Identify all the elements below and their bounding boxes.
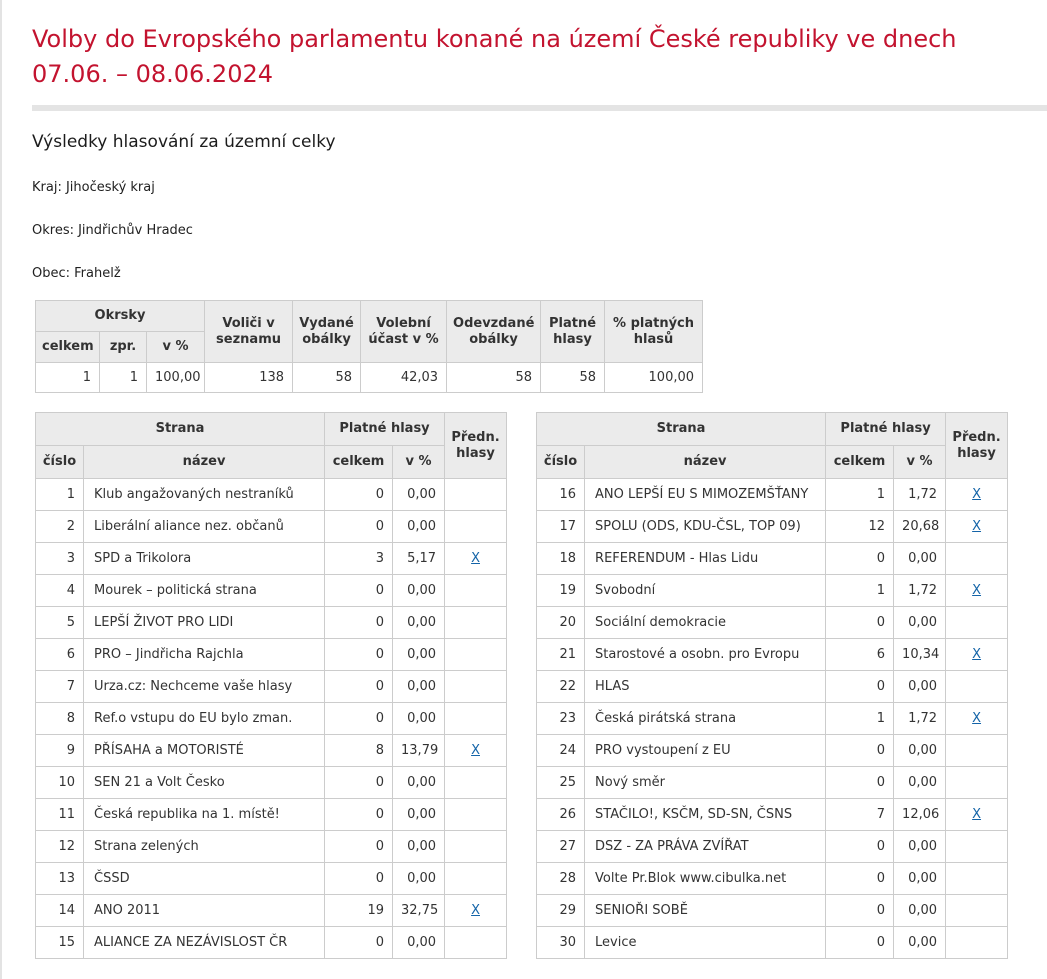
votes-total-cell: 6	[826, 639, 894, 671]
summary-value-cell: 58	[447, 363, 541, 393]
votes-total-cell: 0	[325, 479, 393, 511]
party-row	[537, 575, 1008, 607]
party-name-cell: Česká republika na 1. místě!	[84, 799, 325, 831]
votes-pct-cell: 0,00	[393, 511, 445, 543]
party-row	[537, 831, 1008, 863]
party-name-cell: ČSSD	[84, 863, 325, 895]
party-name-cell: ANO 2011	[84, 895, 325, 927]
header-predn-hlasy: Předn. hlasy	[445, 413, 507, 479]
party-number-cell: 11	[36, 799, 84, 831]
pref-votes-link[interactable]: X	[972, 519, 982, 534]
pref-votes-cell	[445, 639, 507, 671]
party-name-cell: Mourek – politická strana	[84, 575, 325, 607]
votes-pct-cell: 0,00	[894, 767, 946, 799]
party-row	[537, 799, 1008, 831]
pref-votes-cell	[445, 511, 507, 543]
party-row	[537, 767, 1008, 799]
votes-pct-cell: 0,00	[894, 671, 946, 703]
votes-pct-cell: 10,34	[894, 639, 946, 671]
party-row	[36, 799, 507, 831]
votes-total-cell: 0	[826, 543, 894, 575]
party-number-cell: 7	[36, 671, 84, 703]
votes-total-cell: 1	[826, 575, 894, 607]
title-divider	[32, 105, 1047, 111]
party-row	[36, 895, 507, 927]
votes-pct-cell: 13,79	[393, 735, 445, 767]
pref-votes-cell	[445, 831, 507, 863]
header-predn-hlasy: Předn. hlasy	[946, 413, 1008, 479]
turnout-summary-table	[35, 300, 703, 393]
party-number-cell: 14	[36, 895, 84, 927]
header-okrsky-celkem: celkem	[36, 332, 100, 363]
pref-votes-cell	[946, 895, 1008, 927]
votes-pct-cell: 0,00	[393, 831, 445, 863]
votes-total-cell: 19	[325, 895, 393, 927]
summary-value-cell: 42,03	[361, 363, 447, 393]
votes-total-cell: 0	[325, 799, 393, 831]
pref-votes-cell	[946, 831, 1008, 863]
party-row	[537, 735, 1008, 767]
votes-total-cell: 0	[325, 927, 393, 959]
party-number-cell: 3	[36, 543, 84, 575]
party-number-cell: 2	[36, 511, 84, 543]
party-row	[537, 543, 1008, 575]
party-row	[36, 767, 507, 799]
header-volici-v-seznamu: Voliči v seznamu	[205, 301, 293, 363]
party-name-cell: PRO vystoupení z EU	[585, 735, 826, 767]
header-platne-hlasy-group: Platné hlasy	[826, 413, 946, 446]
party-row	[537, 895, 1008, 927]
party-number-cell: 23	[537, 703, 585, 735]
pref-votes-cell	[946, 575, 1008, 607]
header-pct-platnych: % platných hlasů	[605, 301, 703, 363]
votes-total-cell: 0	[325, 703, 393, 735]
pref-votes-cell	[946, 863, 1008, 895]
region-obec: Obec: Frahelž	[32, 266, 121, 281]
votes-pct-cell: 0,00	[393, 639, 445, 671]
header-okrsky-zpr: zpr.	[100, 332, 147, 363]
party-number-cell: 5	[36, 607, 84, 639]
pref-votes-cell	[445, 863, 507, 895]
votes-total-cell: 0	[325, 767, 393, 799]
pref-votes-cell	[946, 607, 1008, 639]
party-name-cell: SPOLU (ODS, KDU-ČSL, TOP 09)	[585, 511, 826, 543]
page-title-line1: Volby do Evropského parlamentu konané na území České republiky ve dnech	[32, 25, 957, 53]
votes-pct-cell: 0,00	[894, 863, 946, 895]
pref-votes-link[interactable]: X	[972, 583, 982, 598]
votes-total-cell: 0	[826, 895, 894, 927]
pref-votes-cell	[946, 799, 1008, 831]
votes-pct-cell: 32,75	[393, 895, 445, 927]
party-row	[36, 703, 507, 735]
party-name-cell: PRO – Jindřicha Rajchla	[84, 639, 325, 671]
votes-total-cell: 0	[826, 831, 894, 863]
header-nazev: název	[84, 446, 325, 479]
header-celkem: celkem	[325, 446, 393, 479]
party-name-cell: Starostové a osobn. pro Evropu	[585, 639, 826, 671]
pref-votes-cell	[946, 767, 1008, 799]
party-number-cell: 21	[537, 639, 585, 671]
party-row	[537, 671, 1008, 703]
votes-total-cell: 0	[325, 671, 393, 703]
party-row	[36, 543, 507, 575]
party-name-cell: ALIANCE ZA NEZÁVISLOST ČR	[84, 927, 325, 959]
pref-votes-cell	[445, 607, 507, 639]
party-name-cell: Svobodní	[585, 575, 826, 607]
pref-votes-link[interactable]: X	[972, 711, 982, 726]
region-kraj: Kraj: Jihočeský kraj	[32, 180, 155, 195]
header-cislo: číslo	[537, 446, 585, 479]
party-number-cell: 10	[36, 767, 84, 799]
votes-pct-cell: 0,00	[393, 575, 445, 607]
header-okrsky-vpct: v %	[147, 332, 205, 363]
party-row	[36, 639, 507, 671]
party-number-cell: 8	[36, 703, 84, 735]
votes-pct-cell: 12,06	[894, 799, 946, 831]
party-name-cell: LEPŠÍ ŽIVOT PRO LIDI	[84, 607, 325, 639]
summary-row	[36, 363, 703, 393]
party-number-cell: 6	[36, 639, 84, 671]
page-title-line2: 07.06. – 08.06.2024	[32, 60, 274, 88]
party-row	[537, 607, 1008, 639]
party-name-cell: STAČILO!, KSČM, SD-SN, ČSNS	[585, 799, 826, 831]
party-name-cell: Strana zelených	[84, 831, 325, 863]
party-row	[36, 735, 507, 767]
votes-pct-cell: 0,00	[393, 703, 445, 735]
votes-total-cell: 0	[325, 863, 393, 895]
pref-votes-cell	[946, 671, 1008, 703]
votes-pct-cell: 1,72	[894, 479, 946, 511]
party-number-cell: 12	[36, 831, 84, 863]
summary-value-cell: 58	[293, 363, 361, 393]
header-strana: Strana	[537, 413, 826, 446]
votes-pct-cell: 0,00	[894, 831, 946, 863]
votes-pct-cell: 1,72	[894, 575, 946, 607]
party-row	[537, 927, 1008, 959]
header-okrsky: Okrsky	[36, 301, 205, 332]
party-name-cell: Urza.cz: Nechceme vaše hlasy	[84, 671, 325, 703]
party-table-left	[35, 412, 507, 959]
party-number-cell: 30	[537, 927, 585, 959]
party-row	[537, 703, 1008, 735]
header-platne-hlasy: Platné hlasy	[541, 301, 605, 363]
votes-pct-cell: 0,00	[894, 543, 946, 575]
party-name-cell: Liberální aliance nez. občanů	[84, 511, 325, 543]
party-row	[36, 671, 507, 703]
votes-pct-cell: 1,72	[894, 703, 946, 735]
votes-pct-cell: 0,00	[393, 927, 445, 959]
votes-pct-cell: 0,00	[894, 735, 946, 767]
summary-value-cell: 100,00	[147, 363, 205, 393]
party-name-cell: DSZ - ZA PRÁVA ZVÍŘAT	[585, 831, 826, 863]
header-cislo: číslo	[36, 446, 84, 479]
party-row	[36, 831, 507, 863]
votes-pct-cell: 0,00	[894, 927, 946, 959]
header-celkem: celkem	[826, 446, 894, 479]
party-row	[36, 479, 507, 511]
pref-votes-link[interactable]: X	[972, 807, 982, 822]
party-name-cell: HLAS	[585, 671, 826, 703]
party-number-cell: 25	[537, 767, 585, 799]
party-number-cell: 28	[537, 863, 585, 895]
votes-pct-cell: 5,17	[393, 543, 445, 575]
header-volebni-ucast: Volební účast v %	[361, 301, 447, 363]
party-number-cell: 26	[537, 799, 585, 831]
party-number-cell: 13	[36, 863, 84, 895]
votes-total-cell: 1	[826, 703, 894, 735]
votes-pct-cell: 0,00	[393, 607, 445, 639]
pref-votes-cell	[946, 639, 1008, 671]
party-name-cell: Sociální demokracie	[585, 607, 826, 639]
votes-pct-cell: 0,00	[393, 767, 445, 799]
summary-value-cell: 1	[36, 363, 100, 393]
party-row	[36, 575, 507, 607]
party-number-cell: 20	[537, 607, 585, 639]
party-number-cell: 24	[537, 735, 585, 767]
party-row	[36, 511, 507, 543]
party-number-cell: 4	[36, 575, 84, 607]
votes-pct-cell: 0,00	[393, 479, 445, 511]
party-number-cell: 19	[537, 575, 585, 607]
party-name-cell: SEN 21 a Volt Česko	[84, 767, 325, 799]
region-okres: Okres: Jindřichův Hradec	[32, 223, 193, 238]
pref-votes-cell	[946, 479, 1008, 511]
pref-votes-cell	[445, 927, 507, 959]
votes-total-cell: 0	[826, 767, 894, 799]
votes-total-cell: 8	[325, 735, 393, 767]
votes-total-cell: 0	[325, 639, 393, 671]
header-platne-hlasy-group: Platné hlasy	[325, 413, 445, 446]
votes-pct-cell: 0,00	[393, 799, 445, 831]
header-vpct: v %	[894, 446, 946, 479]
party-row	[537, 639, 1008, 671]
pref-votes-cell	[445, 543, 507, 575]
summary-value-cell: 1	[100, 363, 147, 393]
votes-total-cell: 0	[826, 607, 894, 639]
pref-votes-cell	[445, 895, 507, 927]
pref-votes-cell	[946, 703, 1008, 735]
party-number-cell: 18	[537, 543, 585, 575]
votes-pct-cell: 20,68	[894, 511, 946, 543]
pref-votes-link[interactable]: X	[972, 487, 982, 502]
votes-total-cell: 0	[325, 575, 393, 607]
pref-votes-cell	[445, 767, 507, 799]
party-row	[537, 863, 1008, 895]
party-number-cell: 1	[36, 479, 84, 511]
party-number-cell: 9	[36, 735, 84, 767]
votes-total-cell: 0	[826, 927, 894, 959]
votes-pct-cell: 0,00	[894, 607, 946, 639]
party-name-cell: ANO LEPŠÍ EU S MIMOZEMŠŤANY	[585, 479, 826, 511]
party-name-cell: Nový směr	[585, 767, 826, 799]
votes-total-cell: 7	[826, 799, 894, 831]
pref-votes-cell	[946, 543, 1008, 575]
party-row	[36, 863, 507, 895]
header-nazev: název	[585, 446, 826, 479]
section-subtitle: Výsledky hlasování za územní celky	[32, 132, 336, 152]
pref-votes-cell	[445, 703, 507, 735]
party-name-cell: Klub angažovaných nestraníků	[84, 479, 325, 511]
party-number-cell: 17	[537, 511, 585, 543]
summary-value-cell: 58	[541, 363, 605, 393]
summary-value-cell: 138	[205, 363, 293, 393]
party-name-cell: Volte Pr.Blok www.cibulka.net	[585, 863, 826, 895]
votes-pct-cell: 0,00	[393, 863, 445, 895]
party-name-cell: Česká pirátská strana	[585, 703, 826, 735]
votes-pct-cell: 0,00	[393, 671, 445, 703]
results-page	[2, 0, 1047, 979]
votes-total-cell: 0	[325, 831, 393, 863]
votes-total-cell: 0	[826, 671, 894, 703]
header-odevzdane-obalky: Odevzdané obálky	[447, 301, 541, 363]
party-name-cell: SENIOŘI SOBĚ	[585, 895, 826, 927]
votes-total-cell: 0	[826, 863, 894, 895]
party-number-cell: 15	[36, 927, 84, 959]
pref-votes-cell	[946, 927, 1008, 959]
party-number-cell: 22	[537, 671, 585, 703]
page-title	[32, 22, 1017, 92]
votes-total-cell: 0	[325, 511, 393, 543]
votes-total-cell: 3	[325, 543, 393, 575]
party-name-cell: REFERENDUM - Hlas Lidu	[585, 543, 826, 575]
votes-total-cell: 1	[826, 479, 894, 511]
party-name-cell: PŘÍSAHA a MOTORISTÉ	[84, 735, 325, 767]
header-vydane-obalky: Vydané obálky	[293, 301, 361, 363]
party-row	[537, 511, 1008, 543]
party-row	[537, 479, 1008, 511]
pref-votes-cell	[445, 671, 507, 703]
party-table-right	[536, 412, 1008, 959]
party-name-cell: SPD a Trikolora	[84, 543, 325, 575]
pref-votes-link[interactable]: X	[471, 551, 480, 566]
header-strana: Strana	[36, 413, 325, 446]
party-name-cell: Levice	[585, 927, 826, 959]
party-number-cell: 16	[537, 479, 585, 511]
pref-votes-link[interactable]: X	[972, 647, 982, 662]
pref-votes-cell	[445, 479, 507, 511]
pref-votes-cell	[445, 799, 507, 831]
votes-pct-cell: 0,00	[894, 895, 946, 927]
pref-votes-cell	[445, 735, 507, 767]
votes-total-cell: 0	[325, 607, 393, 639]
party-number-cell: 27	[537, 831, 585, 863]
pref-votes-cell	[946, 735, 1008, 767]
header-vpct: v %	[393, 446, 445, 479]
party-number-cell: 29	[537, 895, 585, 927]
party-name-cell: Ref.o vstupu do EU bylo zman.	[84, 703, 325, 735]
votes-total-cell: 12	[826, 511, 894, 543]
votes-total-cell: 0	[826, 735, 894, 767]
pref-votes-link[interactable]: X	[471, 743, 480, 758]
party-row	[36, 927, 507, 959]
party-row	[36, 607, 507, 639]
pref-votes-cell	[445, 575, 507, 607]
party-results-section	[35, 412, 1017, 959]
pref-votes-link[interactable]: X	[471, 903, 480, 918]
summary-value-cell: 100,00	[605, 363, 703, 393]
pref-votes-cell	[946, 511, 1008, 543]
